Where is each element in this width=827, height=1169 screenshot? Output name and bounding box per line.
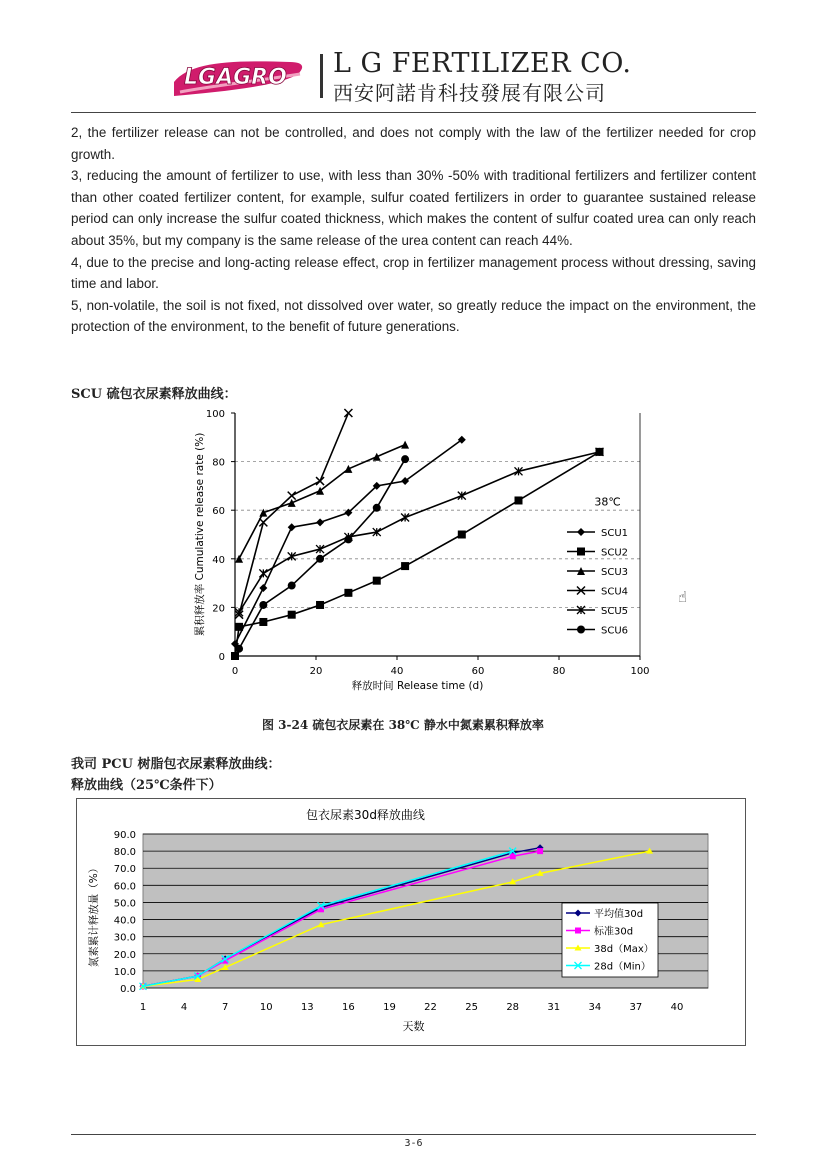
legend-label: SCU6	[601, 625, 629, 637]
x-tick-label: 100	[630, 666, 650, 677]
x-tick-label: 25	[465, 1002, 478, 1013]
y-axis-label: 氮素累计释放量（%）	[88, 862, 100, 968]
data-point	[537, 848, 543, 854]
y-tick-label: 20	[212, 603, 225, 615]
x-tick-label: 80	[552, 666, 566, 677]
x-tick-label: 0	[231, 666, 239, 677]
y-tick-label: 30.0	[113, 932, 136, 944]
x-tick-label: 19	[383, 1002, 396, 1013]
x-tick-label: 28	[506, 1002, 520, 1013]
data-point	[344, 535, 352, 543]
legend-label: 平均值30d	[594, 909, 644, 920]
data-point	[401, 455, 409, 463]
x-tick-label: 60	[471, 666, 485, 677]
footer-rule	[71, 1134, 756, 1135]
lgagro-logo	[170, 52, 310, 100]
data-point	[344, 589, 352, 597]
x-tick-label: 31	[547, 1002, 561, 1013]
legend-label: SCU2	[601, 547, 629, 559]
y-tick-label: 60.0	[113, 881, 136, 893]
pcu-chart-frame	[76, 798, 746, 1046]
x-tick-label: 7	[221, 1002, 229, 1013]
legend-label: 38d（Max）	[594, 944, 654, 955]
section2-subtitle: 释放曲线（25℃条件下）	[71, 778, 222, 793]
y-tick-label: 10.0	[113, 966, 136, 978]
data-point	[316, 601, 324, 609]
chart-title: 包衣尿素30d释放曲线	[306, 808, 425, 822]
legend-label: 28d（Min）	[594, 961, 651, 973]
x-tick-label: 13	[300, 1002, 314, 1013]
x-tick-label: 22	[424, 1002, 437, 1013]
y-tick-label: 80	[212, 457, 225, 469]
legend-label: SCU3	[601, 567, 629, 578]
y-tick-label: 0	[218, 652, 225, 663]
data-point	[259, 601, 267, 609]
y-tick-label: 40.0	[113, 915, 136, 927]
data-point	[373, 504, 381, 512]
y-tick-label: 70.0	[113, 864, 136, 876]
header-divider	[320, 54, 323, 98]
company-name-en: L G FERTILIZER CO.	[333, 48, 632, 79]
data-point	[458, 531, 466, 539]
legend-label: 标准30d	[594, 926, 634, 938]
figure1-caption: 图 3-24 硫包衣尿素在 38℃ 静水中氮素累积释放率	[262, 718, 544, 732]
svg-text:LGAGRO: LGAGRO	[184, 65, 287, 90]
x-tick-label: 20	[309, 666, 323, 677]
y-tick-label: 100	[205, 409, 225, 420]
x-tick-label: 40	[390, 666, 404, 677]
x-tick-label: 40	[670, 1002, 684, 1013]
page-number: 3-6	[404, 1138, 423, 1149]
x-tick-label: 4	[180, 1002, 188, 1013]
data-point	[373, 577, 381, 585]
data-point	[575, 928, 581, 934]
header-rule	[71, 112, 756, 113]
data-point	[510, 853, 516, 859]
x-axis-label: 天数	[402, 1020, 425, 1033]
legend-label: SCU4	[601, 586, 629, 598]
paragraph: 5, non-volatile, the soil is not fixed, not dissolved over water, so greatly reduce the impact on the environment, the protection of the environment, to the benefit of future generations.	[71, 297, 756, 335]
y-tick-label: 50.0	[113, 898, 136, 910]
data-point	[515, 496, 523, 504]
y-tick-label: 80.0	[113, 847, 136, 859]
data-point	[288, 582, 296, 590]
y-tick-label: 40	[212, 554, 225, 566]
letterhead	[170, 48, 670, 104]
data-point	[577, 626, 585, 634]
paragraph: 2, the fertilizer release can not be controlled, and does not comply with the law of the fertilizer needed for crop growth.	[71, 125, 756, 162]
data-point	[231, 652, 239, 660]
scu-release-chart	[185, 400, 655, 700]
x-tick-label: 1	[139, 1002, 147, 1013]
body-text	[71, 122, 756, 338]
x-tick-label: 16	[342, 1002, 355, 1013]
data-point	[235, 645, 243, 653]
pcu-release-chart	[77, 799, 745, 1045]
temperature-annotation: 38℃	[594, 495, 621, 509]
data-point	[401, 562, 409, 570]
section1-title: SCU 硫包衣尿素释放曲线：	[71, 387, 237, 402]
data-point	[316, 555, 324, 563]
paragraph: 3, reducing the amount of fertilizer to use, with less than 30% -50% with traditional fertilizers and fertilizer content than other coated fertilizer content, for example, sulfur coated fertilizers in order to guarantee sustained release period can only increase the sulfur coated thickness, which makes the content of sulfur coated urea can only reach about 35%, but my company is the same release of the urea content can reach 44%.	[71, 168, 756, 248]
data-point	[259, 618, 267, 626]
y-tick-label: 90.0	[113, 830, 136, 841]
data-point	[288, 611, 296, 619]
x-axis-label: 释放时间 Release time (d)	[351, 680, 484, 692]
section2-title: 我司 PCU 树脂包衣尿素释放曲线：	[71, 757, 281, 772]
y-tick-label: 0.0	[120, 984, 136, 995]
data-point	[235, 623, 243, 631]
data-point	[577, 548, 585, 556]
paragraph: 4, due to the precise and long-acting release effect, crop in fertilizer management process without dressing, saving time and labor.	[71, 254, 756, 292]
x-tick-label: 10	[259, 1002, 273, 1013]
x-tick-label: 37	[629, 1002, 643, 1013]
y-axis-label: 累积释放率 Cumulative release rate (%)	[194, 432, 206, 637]
y-tick-label: 20.0	[113, 949, 136, 961]
x-tick-label: 34	[588, 1002, 602, 1013]
legend-label: SCU5	[601, 606, 629, 617]
legend-label: SCU1	[601, 528, 629, 539]
hand-cursor-icon: ☝	[678, 588, 688, 606]
y-tick-label: 60	[212, 506, 225, 518]
company-name-cn: 西安阿諾肯科技發展有限公司	[333, 81, 606, 105]
plot-area	[235, 413, 640, 656]
